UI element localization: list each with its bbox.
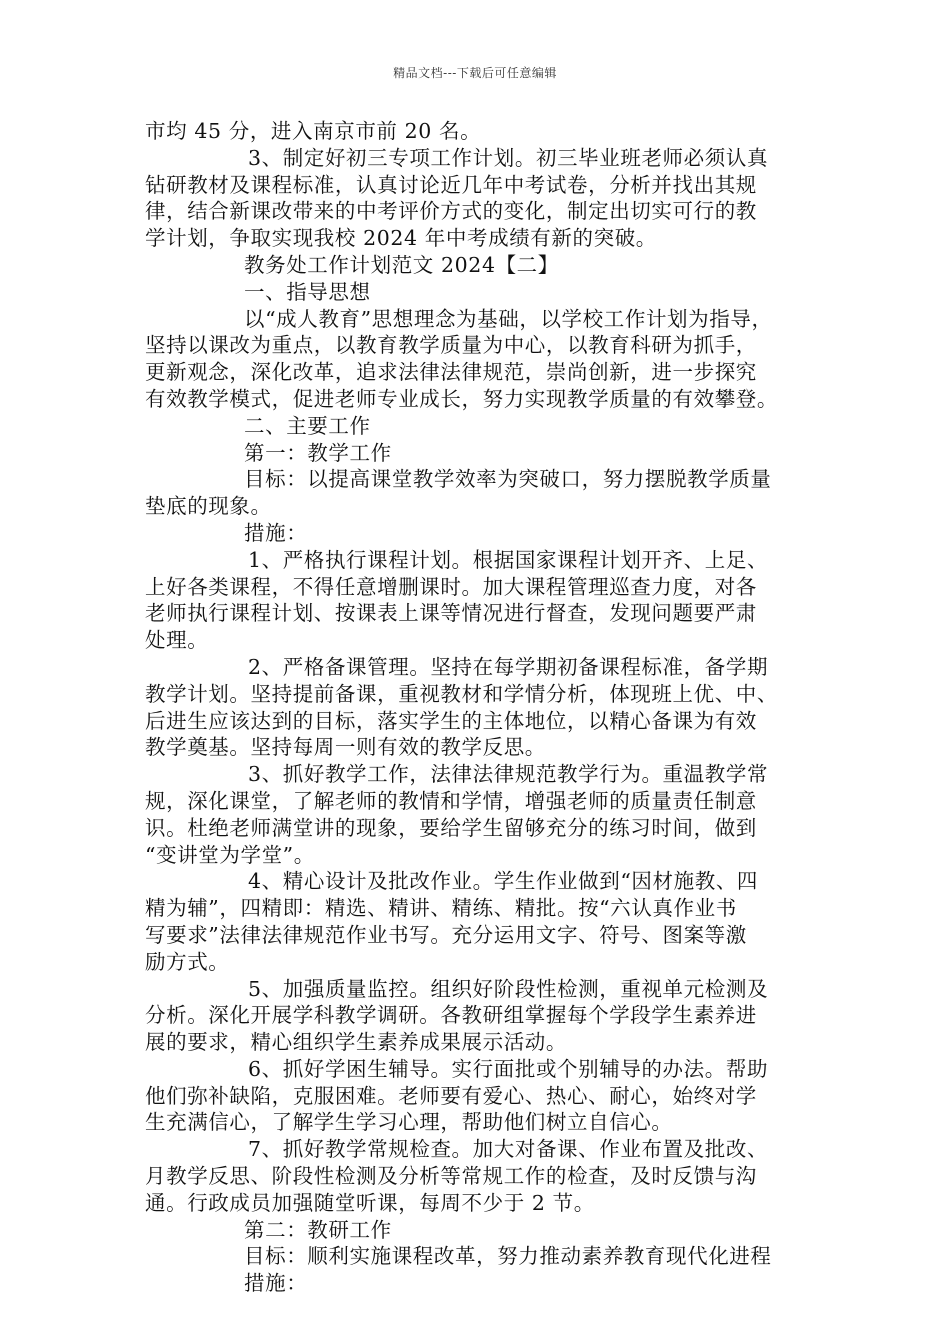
text-line: 2、严格备课管理。坚持在每学期初备课程标准，备学期 [248, 654, 769, 679]
text-line: 写要求”法律法律规范作业书写。充分运用文字、符号、图案等激 [145, 922, 747, 947]
text-line: 一、指导思想 [244, 279, 371, 304]
text-line: 学计划，争取实现我校 2024 年中考成绩有新的突破。 [145, 226, 657, 251]
text-line: 市均 45 分，进入南京市前 20 名。 [145, 119, 482, 143]
text-line: 垫底的现象。 [145, 494, 272, 519]
document-body [145, 118, 815, 1297]
text-line: 老师执行课程计划、按课表上课等情况进行督查，发现问题要严肃 [145, 601, 757, 626]
text-line: 4、精心设计及批改作业。学生作业做到“因材施教、四 [248, 869, 759, 894]
text-line: 励方式。 [145, 949, 230, 974]
text-line: 精为辅”，四精即：精选、精讲、精练、精批。按“六认真作业书 [145, 896, 737, 921]
text-line: 规，深化课堂，了解老师的教情和学情，增强老师的质量责任制意 [145, 788, 757, 813]
text-line: 6、抓好学困生辅导。实行面批或个别辅导的办法。帮助 [248, 1056, 769, 1081]
text-line: 7、抓好教学常规检查。加大对备课、作业布置及批改、 [248, 1137, 769, 1162]
text-line: 识。杜绝老师满堂讲的现象，要给学生留够充分的练习时间，做到 [145, 815, 757, 840]
text-line: 措施： [244, 1271, 308, 1296]
text-line: 以“成人教育”思想理念为基础，以学校工作计划为指导， [244, 306, 773, 331]
text-line: 律，结合新课改带来的中考评价方式的变化，制定出切实可行的教 [145, 199, 757, 224]
text-line: 处理。 [145, 628, 209, 653]
text-line: 第一：教学工作 [244, 440, 392, 465]
text-line: 更新观念，深化改革，追求法律法律规范，崇尚创新，进一步探究 [145, 360, 757, 385]
text-line: 第二：教研工作 [244, 1217, 392, 1242]
text-line: 通。行政成员加强随堂听课，每周不少于 2 节。 [145, 1190, 595, 1215]
text-line: 5、加强质量监控。组织好阶段性检测，重视单元检测及 [248, 976, 769, 1001]
text-line: 3、抓好教学工作，法律法律规范教学行为。重温教学常 [248, 762, 769, 787]
text-line: 教学奠基。坚持每周一则有效的教学反思。 [145, 735, 546, 760]
text-line: 上好各类课程，不得任意增删课时。加大课程管理巡查力度，对各 [145, 574, 757, 599]
text-line: 他们弥补缺陷，克服困难。老师要有爱心、热心、耐心，始终对学 [145, 1083, 757, 1108]
text-line: 分析。深化开展学科教学调研。各教研组掌握每个学段学生素养进 [145, 1003, 757, 1028]
text-line: 教学计划。坚持提前备课，重视教材和学情分析，体现班上优、中、 [145, 681, 778, 706]
text-line: 展的要求，精心组织学生素养成果展示活动。 [145, 1030, 567, 1055]
text-line: 二、主要工作 [244, 413, 371, 438]
text-line: 钻研教材及课程标准，认真讨论近几年中考试卷，分析并找出其规 [145, 172, 757, 197]
page-header: 精品文档---下载后可任意编辑 [393, 66, 557, 80]
text-line: 目标：以提高课堂教学效率为突破口，努力摆脱教学质量 [244, 467, 772, 492]
text-line: 教务处工作计划范文 2024【二】 [244, 252, 559, 277]
text-line: 措施： [244, 520, 308, 545]
text-line: 3、制定好初三专项工作计划。初三毕业班老师必须认真 [248, 145, 769, 170]
text-line: 月教学反思、阶段性检测及分析等常规工作的检查，及时反馈与沟 [145, 1164, 757, 1189]
text-line: 1、严格执行课程计划。根据国家课程计划开齐、上足、 [248, 547, 769, 572]
text-line: 坚持以课改为重点，以教育教学质量为中心，以教育科研为抓手， [145, 333, 757, 358]
text-line: “变讲堂为学堂”。 [145, 842, 315, 867]
text-line: 后进生应该达到的目标，落实学生的主体地位，以精心备课为有效 [145, 708, 757, 733]
text-line: 有效教学模式，促进老师专业成长，努力实现教学质量的有效攀登。 [145, 386, 778, 411]
text-line: 生充满信心，了解学生学习心理，帮助他们树立自信心。 [145, 1110, 673, 1135]
text-line: 目标：顺利实施课程改革，努力推动素养教育现代化进程 [244, 1244, 772, 1269]
